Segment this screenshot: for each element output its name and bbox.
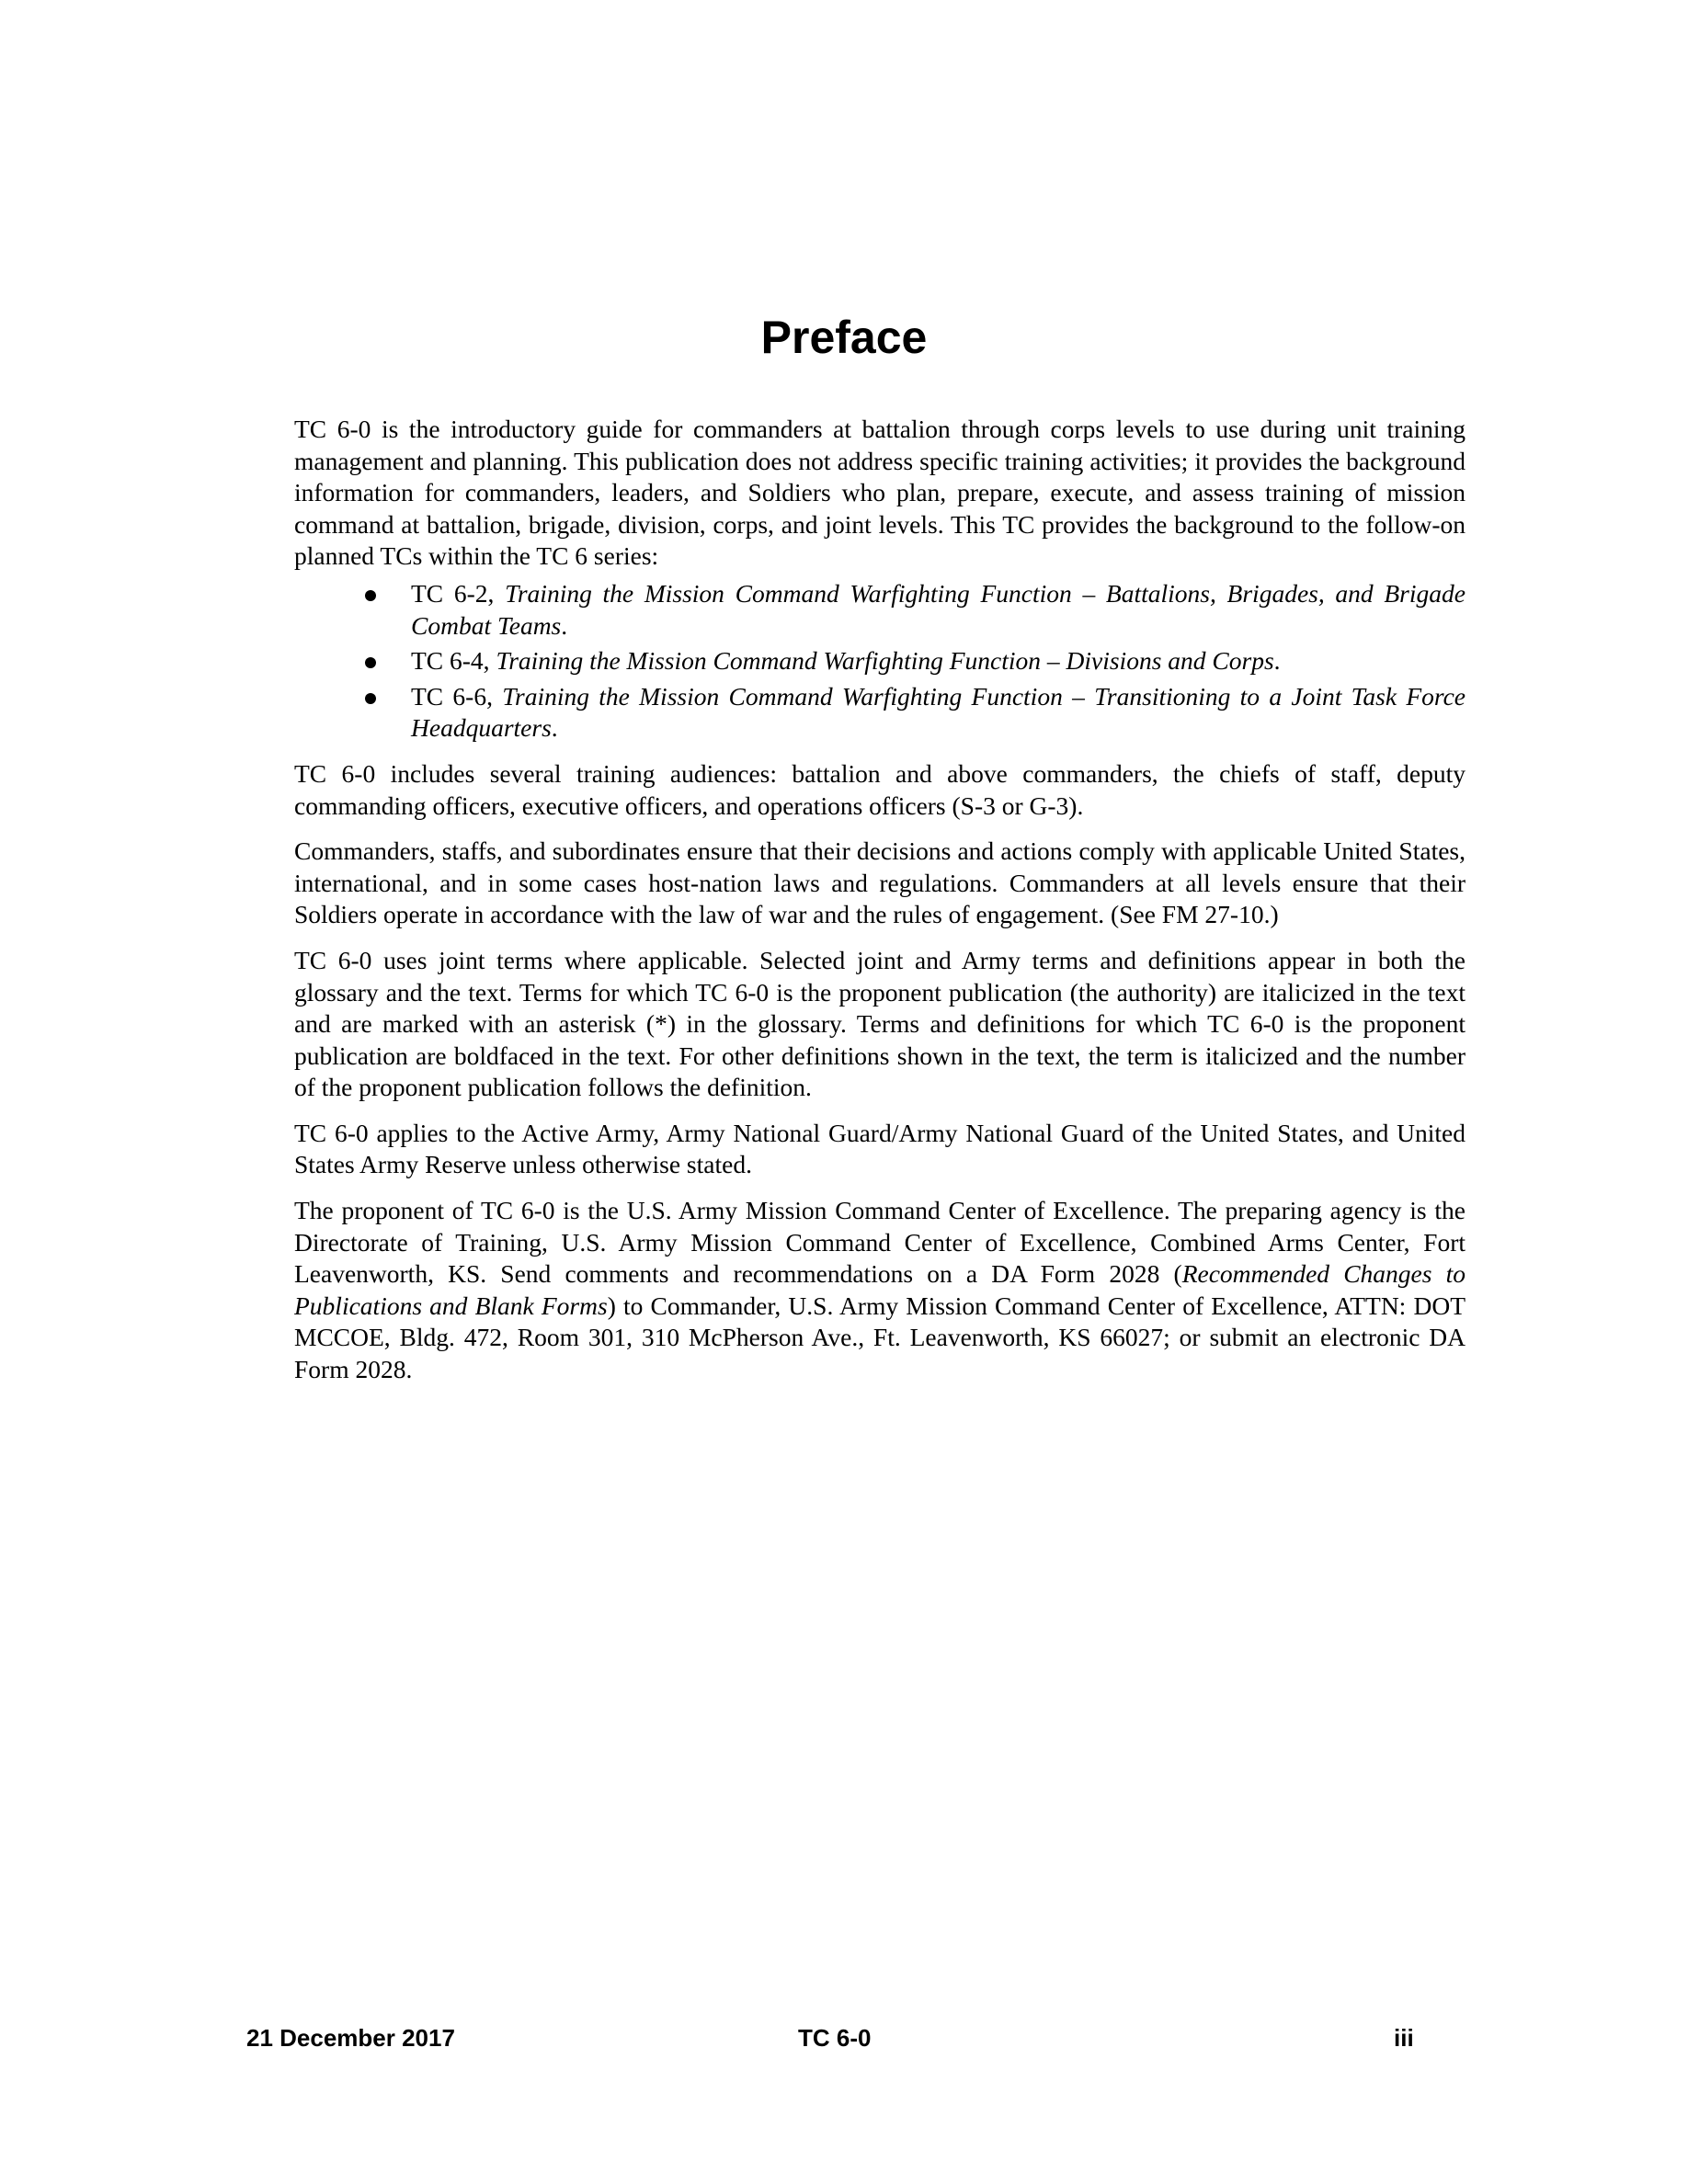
list-item-end: . [1273, 646, 1281, 676]
page-title: Preface [760, 312, 928, 363]
page-footer [0, 2022, 1688, 2053]
form-title: Recommended Changes to Publications and Blank Forms [294, 1259, 1466, 1320]
proponent-text-start: The proponent of TC 6-0 is the U.S. Army Mission Command Center of Excellence. The preparing agency is the Directorate of Training, U.S. Army Mission Command Center of Excellence, Combined Arms Center, Fort Leavenworth, KS. Send comments and recommendations on a DA Form 2028 ( [294, 1196, 1466, 1289]
list-item-title: Training the Mission Command Warfighting Function – Divisions and Corps [496, 646, 1274, 676]
bullet-icon [365, 657, 376, 668]
list-item-end: . [561, 610, 568, 640]
footer-publication: TC 6-0 [798, 2024, 872, 2052]
list-item [294, 681, 1466, 745]
preface-body [294, 414, 1466, 1400]
footer-date: 21 December 2017 [246, 2024, 455, 2052]
tc-series-list [294, 578, 1466, 745]
bullet-icon [365, 590, 376, 601]
list-item-number: TC 6-6, [411, 681, 503, 711]
list-item-number: TC 6-2, [411, 578, 506, 608]
proponent-paragraph [294, 1195, 1466, 1386]
list-item [294, 645, 1466, 677]
bullet-icon [365, 693, 376, 704]
compliance-paragraph: Commanders, staffs, and subordinates ensure that their decisions and actions comply with applicable United States, international, and in some cases host-nation laws and regulations. Commanders at all levels ensure that their Soldiers operate in accordance with the law of war and the rules of engagement. (See FM 27-10.) [294, 836, 1466, 929]
proponent-text-end: ) to Commander, U.S. Army Mission Command Center of Excellence, ATTN: DOT MCCOE, Bldg. 472, Room 301, 310 McPherson Ave., Ft. Leavenworth, KS 66027; or submit an electronic DA Form 2028. [294, 1291, 1466, 1384]
list-item-end: . [551, 713, 558, 743]
intro-paragraph: TC 6-0 is the introductory guide for commanders at battalion through corps levels to use during unit training management and planning. This publication does not address specific training activities; it provides the background information for commanders, leaders, and Soldiers who plan, prepare, execute, and assess training of mission command at battalion, brigade, division, corps, and joint levels. This TC provides the background to the follow-on planned TCs within the TC 6 series: [294, 415, 1466, 571]
list-item-title: Training the Mission Command Warfighting Function – Transitioning to a Joint Task Force Headquarters [411, 681, 1466, 743]
terms-paragraph: TC 6-0 uses joint terms where applicable. Selected joint and Army terms and definitions appear in both the glossary and the text. Terms for which TC 6-0 is the proponent publication (the authority) are italicized in the text and are marked with an asterisk (*) in the glossary. Terms and definitions for which TC 6-0 is the proponent publication are boldfaced in the text. For other definitions shown in the text, the term is italicized and the number of the proponent publication follows the definition. [294, 945, 1466, 1102]
footer-page-number: iii [1394, 2024, 1414, 2052]
audiences-paragraph: TC 6-0 includes several training audiences: battalion and above commanders, the chiefs of staff, deputy commanding officers, executive officers, and operations officers (S-3 or G-3). [294, 758, 1466, 820]
list-item-title: Training the Mission Command Warfighting Function – Battalions, Brigades, and Brigade Combat Teams [411, 578, 1466, 640]
list-item-number: TC 6-4, [411, 646, 496, 676]
applicability-paragraph: TC 6-0 applies to the Active Army, Army National Guard/Army National Guard of the United States, and United States Army Reserve unless otherwise stated. [294, 1118, 1466, 1179]
list-item [294, 578, 1466, 642]
